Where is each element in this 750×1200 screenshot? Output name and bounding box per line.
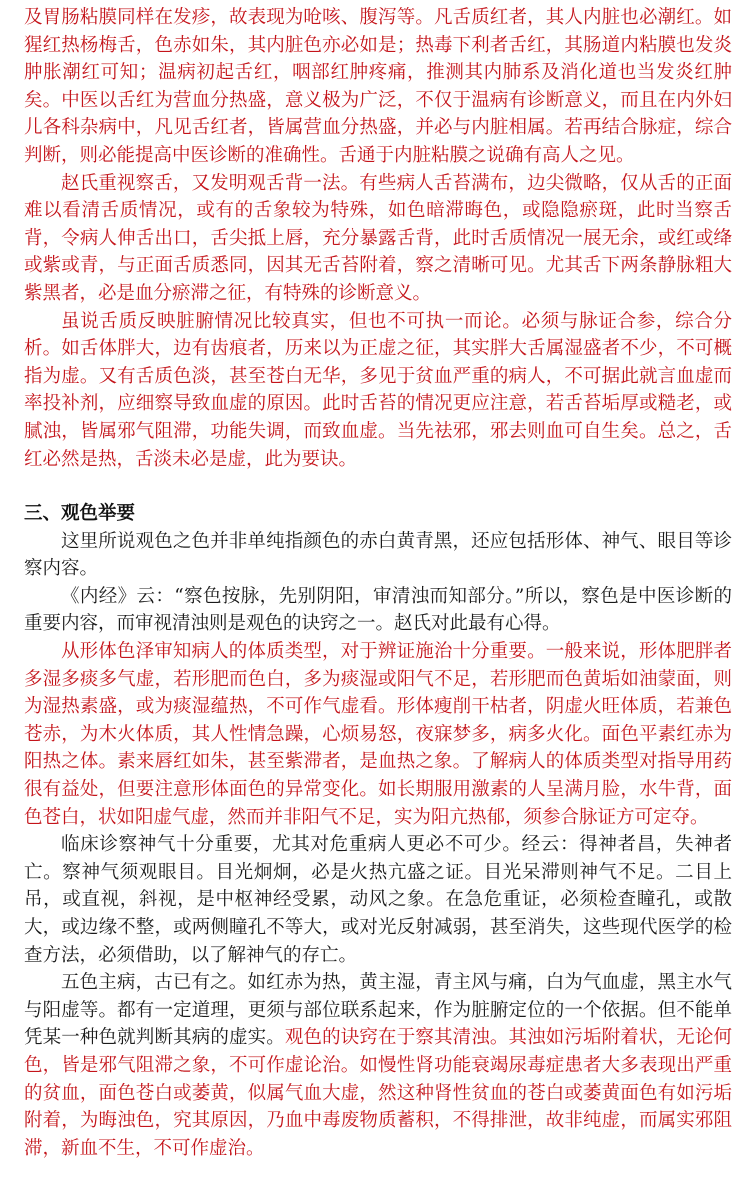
paragraph-color-intro: 这里所说观色之色并非单纯指颜色的赤白黄青黑，还应包括形体、神气、眼目等诊察内容。 bbox=[24, 530, 732, 580]
paragraph-tongue-back: 赵氏重视察舌，又发明观舌背一法。有些病人舌苔满布，边尖微略，仅从舌的正面难以看清舌质情况，或有的舌象较为特殊，如色暗滞晦色，或隐隐瘀斑，此时当察舌背，令病人伸舌出口，舌尖抵上唇，充分暴露舌背，此时舌质情况一展无余，或红或绛或紫或青，与正面舌质悉同，因其无舌苔附着，察之清晰可见。尤其舌下两条静脉粗大紫黑者，必是血分瘀滞之征，有特殊的诊断意义。 bbox=[24, 172, 732, 304]
paragraph-spirit: 临床诊察神气十分重要，尤其对危重病人更必不可少。经云：得神者昌，失神者亡。察神气须观眼目。目光炯炯，必是火热亢盛之证。目光呆滞则神气不足。二目上吊，或直视，斜视，是中枢神经受累，动风之象。在急危重证，必须检查瞳孔，或散大，或边缘不整，或两侧瞳孔不等大，或对光反射减弱，甚至消失，这些现代医学的检查方法，必须借助，以了解神气的存亡。 bbox=[24, 834, 732, 966]
paragraph-tongue-red: 及胃肠粘膜同样在发疹，故表现为呛咳、腹泻等。凡舌质红者，其人内脏也必潮红。如猩红热杨梅舌，色赤如朱，其内脏色亦必如是；热毒下利者舌红，其肠道内粘膜也发炎肿胀潮红可知；温病初起舌红，咽部红肿疼痛，推测其内肺系及消化道也当发炎红肿矣。中医以舌红为营血分热盛，意义极为广泛，不仅于温病有诊断意义，而且在内外妇儿各科杂病中，凡见舌红者，皆属营血分热盛，并必与内脏相属。若再结合脉症，综合判断，则必能提高中医诊断的准确性。舌通于内脏粘膜之说确有高人之见。 bbox=[24, 7, 732, 166]
paragraph-body-constitution: 从形体色泽审知病人的体质类型，对于辨证施治十分重要。一般来说，形体肥胖者多湿多痰多气虚，若形肥而色白，多为痰湿或阳气不足，若形肥而色黄垢如油蒙面，则为湿热素盛，或为痰湿蕴热，不可作气虚看。形体瘦削干枯者，阴虚火旺体质，若兼色苍赤，为木火体质，其人性情急躁，心烦易怒，夜寐梦多，病多火化。面色平素红赤为阳热之体。素来唇红如朱，甚至紫滞者，是血热之象。了解病人的体质类型对指导用药很有益处，但要注意形体面色的异常变化。如长期服用激素的人呈满月脸，水牛背，面色苍白，状如阳虚气虚，然而并非阳气不足，实为阳亢热郁，须参合脉证方可定夺。 bbox=[24, 641, 732, 828]
five-colors-text: 五色主病，古已有之。如红赤为热，黄主湿，青主风与痛，白为气血虚，黑主水气与阳虚等。都有一定道理，更须与部位联系起来，作为脏腑定位的一个依据。但不能单凭某一种色就判断其病的虚实。 bbox=[24, 972, 732, 1049]
clear-turbid-text: 观色的诀窍在于察其清浊。其浊如污垢附着状，无论何色，皆是邪气阻滞之象，不可作虚论治。如慢性肾功能衰竭尿毒症患者大多表现出严重的贫血，面色苍白或萎黄，似属气血大虚，然这种肾性贫血的苍白或萎黄面色有如污垢附着，为晦浊色，究其原因，乃血中毒废物质蓄积，不得排泄，故非纯虚，而属实邪阻滞，新血不生，不可作虚治。 bbox=[24, 1027, 732, 1159]
paragraph-neijing-quote: 《内经》云：“察色按脉，先别阴阳，审清浊而知部分。”所以，察色是中医诊断的重要内容，而审视清浊则是观色的诀窍之一。赵氏对此最有心得。 bbox=[24, 585, 732, 635]
section-heading: 三、观色举要 bbox=[24, 503, 136, 525]
paragraph-tongue-analysis: 虽说舌质反映脏腑情况比较真实，但也不可执一而论。必须与脉证合参，综合分析。如舌体胖大，边有齿痕者，历来以为正虚之征，其实胖大舌属湿盛者不少，不可概指为虚。又有舌质色淡，甚至苍白无华，多见于贫血严重的病人，不可据此就言血虚而率投补剂，应细察导致血虚的原因。此时舌苔的情况更应注意，若舌苔垢厚或糙老，或腻浊，皆属邪气阻滞，功能失调，而致血虚。当先祛邪，邪去则血可自生矣。总之，舌红必然是热，舌淡未必是虚，此为要诀。 bbox=[24, 310, 732, 470]
paragraph-five-colors bbox=[24, 969, 732, 1162]
